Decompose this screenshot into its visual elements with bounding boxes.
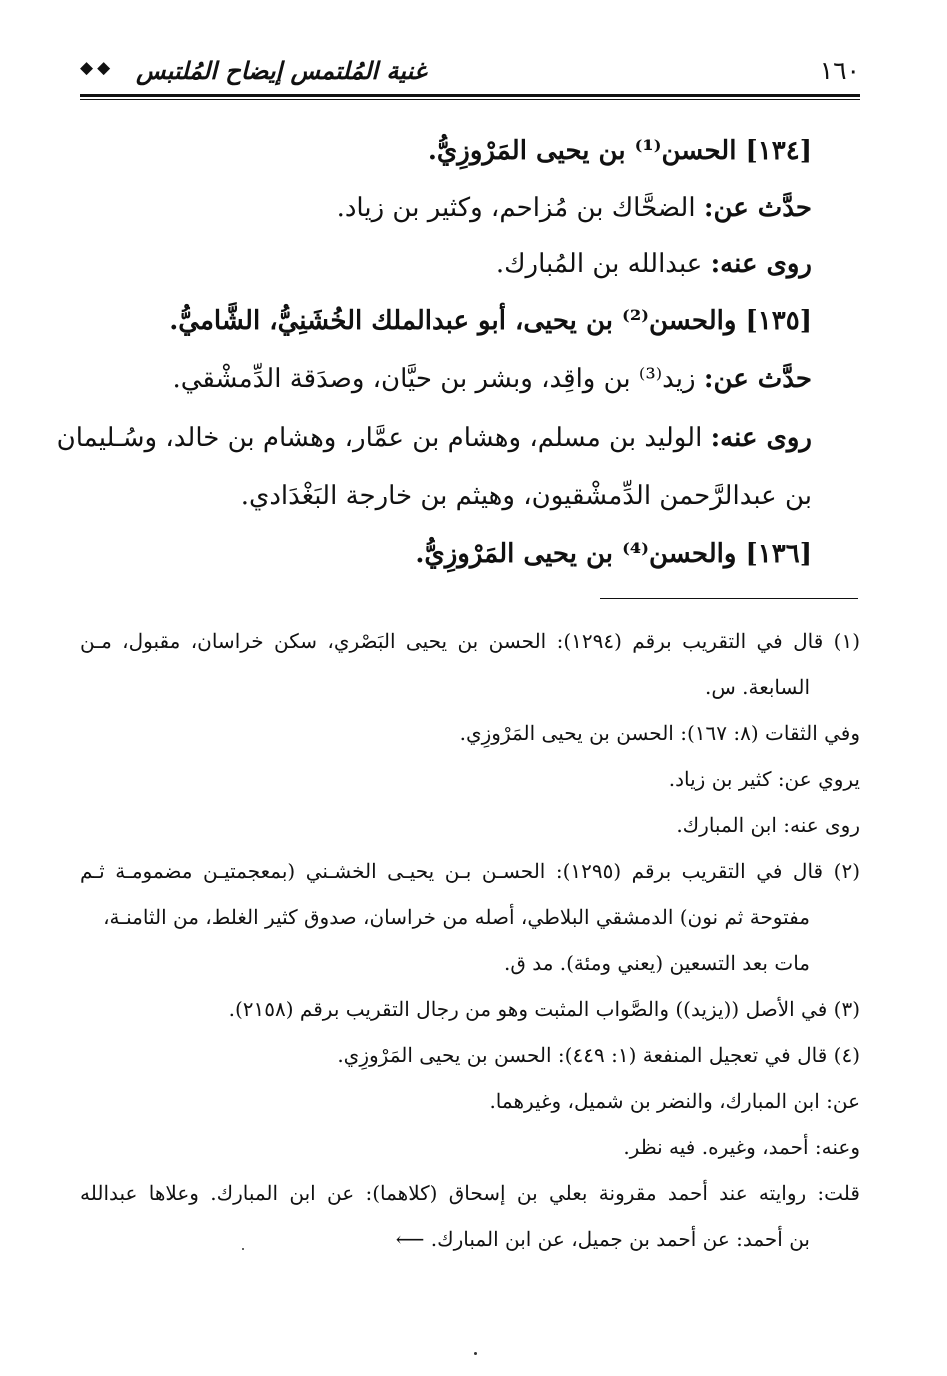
header-rule-thin (80, 99, 860, 100)
footnote-line: مات بعد التسعين (يعني ومئة). مد ق. (503, 951, 810, 975)
book-title: غنية المُلتمس إيضاح المُلتبس (136, 56, 427, 85)
entry-135-narrators-cont: بن عبدالرَّحمن الدِّمشْقيون، وهيثم بن خارجة البَغْدَادي. (240, 481, 812, 511)
footnote-line: وفي الثقات (٨: ١٦٧): الحسن بن يحيى المَرْوزِي. (459, 721, 860, 745)
footnote-line: يروي عن: كثير بن زياد. (668, 767, 860, 791)
entry-135-narrated-from (80, 350, 812, 408)
label: حدَّث عن: (703, 193, 812, 223)
entry-134-narrators (80, 236, 812, 292)
footnote-line: روى عنه: ابن المبارك. (676, 813, 860, 837)
footnote-line: (٣) في الأصل ((يزيد)) والصَّواب المثبت وهو من رجال التقريب برقم (٢١٥٨). (228, 997, 860, 1021)
footnote-separator (600, 598, 858, 599)
footnote-line: مفتوحة ثم نون) الدمشقي البلاطي، أصله من خراسان، صدوق كثير الغلط، من الثامنـة، (103, 905, 810, 929)
entry-134-narrated-from (80, 180, 812, 236)
footnote-line: (٤) قال في تعجيل المنفعة (١: ٤٤٩): الحسن بن يحيى المَرْوزِي. (337, 1043, 860, 1067)
scan-speck (242, 1248, 244, 1250)
value: زيد⁽³⁾ بن واقِد، وبشر بن حيَّان، وصدَقة الدِّمشْقي. (172, 364, 704, 394)
footnote-line: (٢) قال في التقريب برقم (١٢٩٥): الحسـن بـن يحيـى الخشـني (بمعجمتيـن مضمومـة ثـم (80, 859, 860, 883)
running-header (80, 52, 860, 92)
footnote-text: بن أحمد: عن أحمد بن جميل، عن ابن المبارك. (430, 1227, 810, 1251)
scan-speck (474, 1352, 477, 1355)
entry-135-narrators (32, 408, 812, 468)
continuation-arrow-icon: ⟵ (395, 1227, 425, 1251)
footnote-line: وعنه: أحمد، وغيره. فيه نظر. (623, 1135, 860, 1159)
header-rule (80, 94, 860, 97)
label: روى عنه: (710, 423, 812, 453)
entry-134-heading: [١٣٤] الحسن⁽¹⁾ بن يحيى المَرْوزِيُّ. (427, 136, 812, 166)
entry-135-heading: [١٣٥] والحسن⁽²⁾ بن يحيى، أبو عبدالملك الخُشَنِيُّ، الشَّاميُّ. (169, 306, 812, 336)
value: عبدالله بن المُبارك. (495, 249, 711, 279)
footnote-line: (١) قال في التقريب برقم (١٢٩٤): الحسن بن يحيى البَصْري، سكن خراسان، مقبول، مـن (80, 629, 860, 653)
label: روى عنه: (710, 249, 812, 279)
diamond-ornament-icon: ◆◆ (80, 58, 115, 78)
main-text (56, 122, 812, 584)
footnote-last-line (80, 1216, 860, 1262)
footnote-line: عن: ابن المبارك، والنضر بن شميل، وغيرهما. (489, 1089, 860, 1113)
footnote-line: قلت: روايته عند أحمد مقرونة بعلي بن إسحاق (كلاهما): عن ابن المبارك. وعلاها عبدالله (80, 1181, 860, 1205)
value: الوليد بن مسلم، وهشام بن عمَّار، وهشام بن خالد، وسُـليمان (56, 423, 711, 453)
entry-136-heading: [١٣٦] والحسن⁽⁴⁾ بن يحيى المَرْوزِيُّ. (415, 539, 812, 569)
value: الضحَّاك بن مُزاحم، وكثير بن زياد. (336, 193, 704, 223)
label: حدَّث عن: (703, 364, 812, 394)
page-number: ١٦٠ (819, 56, 860, 85)
footnotes (80, 618, 860, 1262)
footnote-line: السابعة. س. (704, 675, 810, 699)
